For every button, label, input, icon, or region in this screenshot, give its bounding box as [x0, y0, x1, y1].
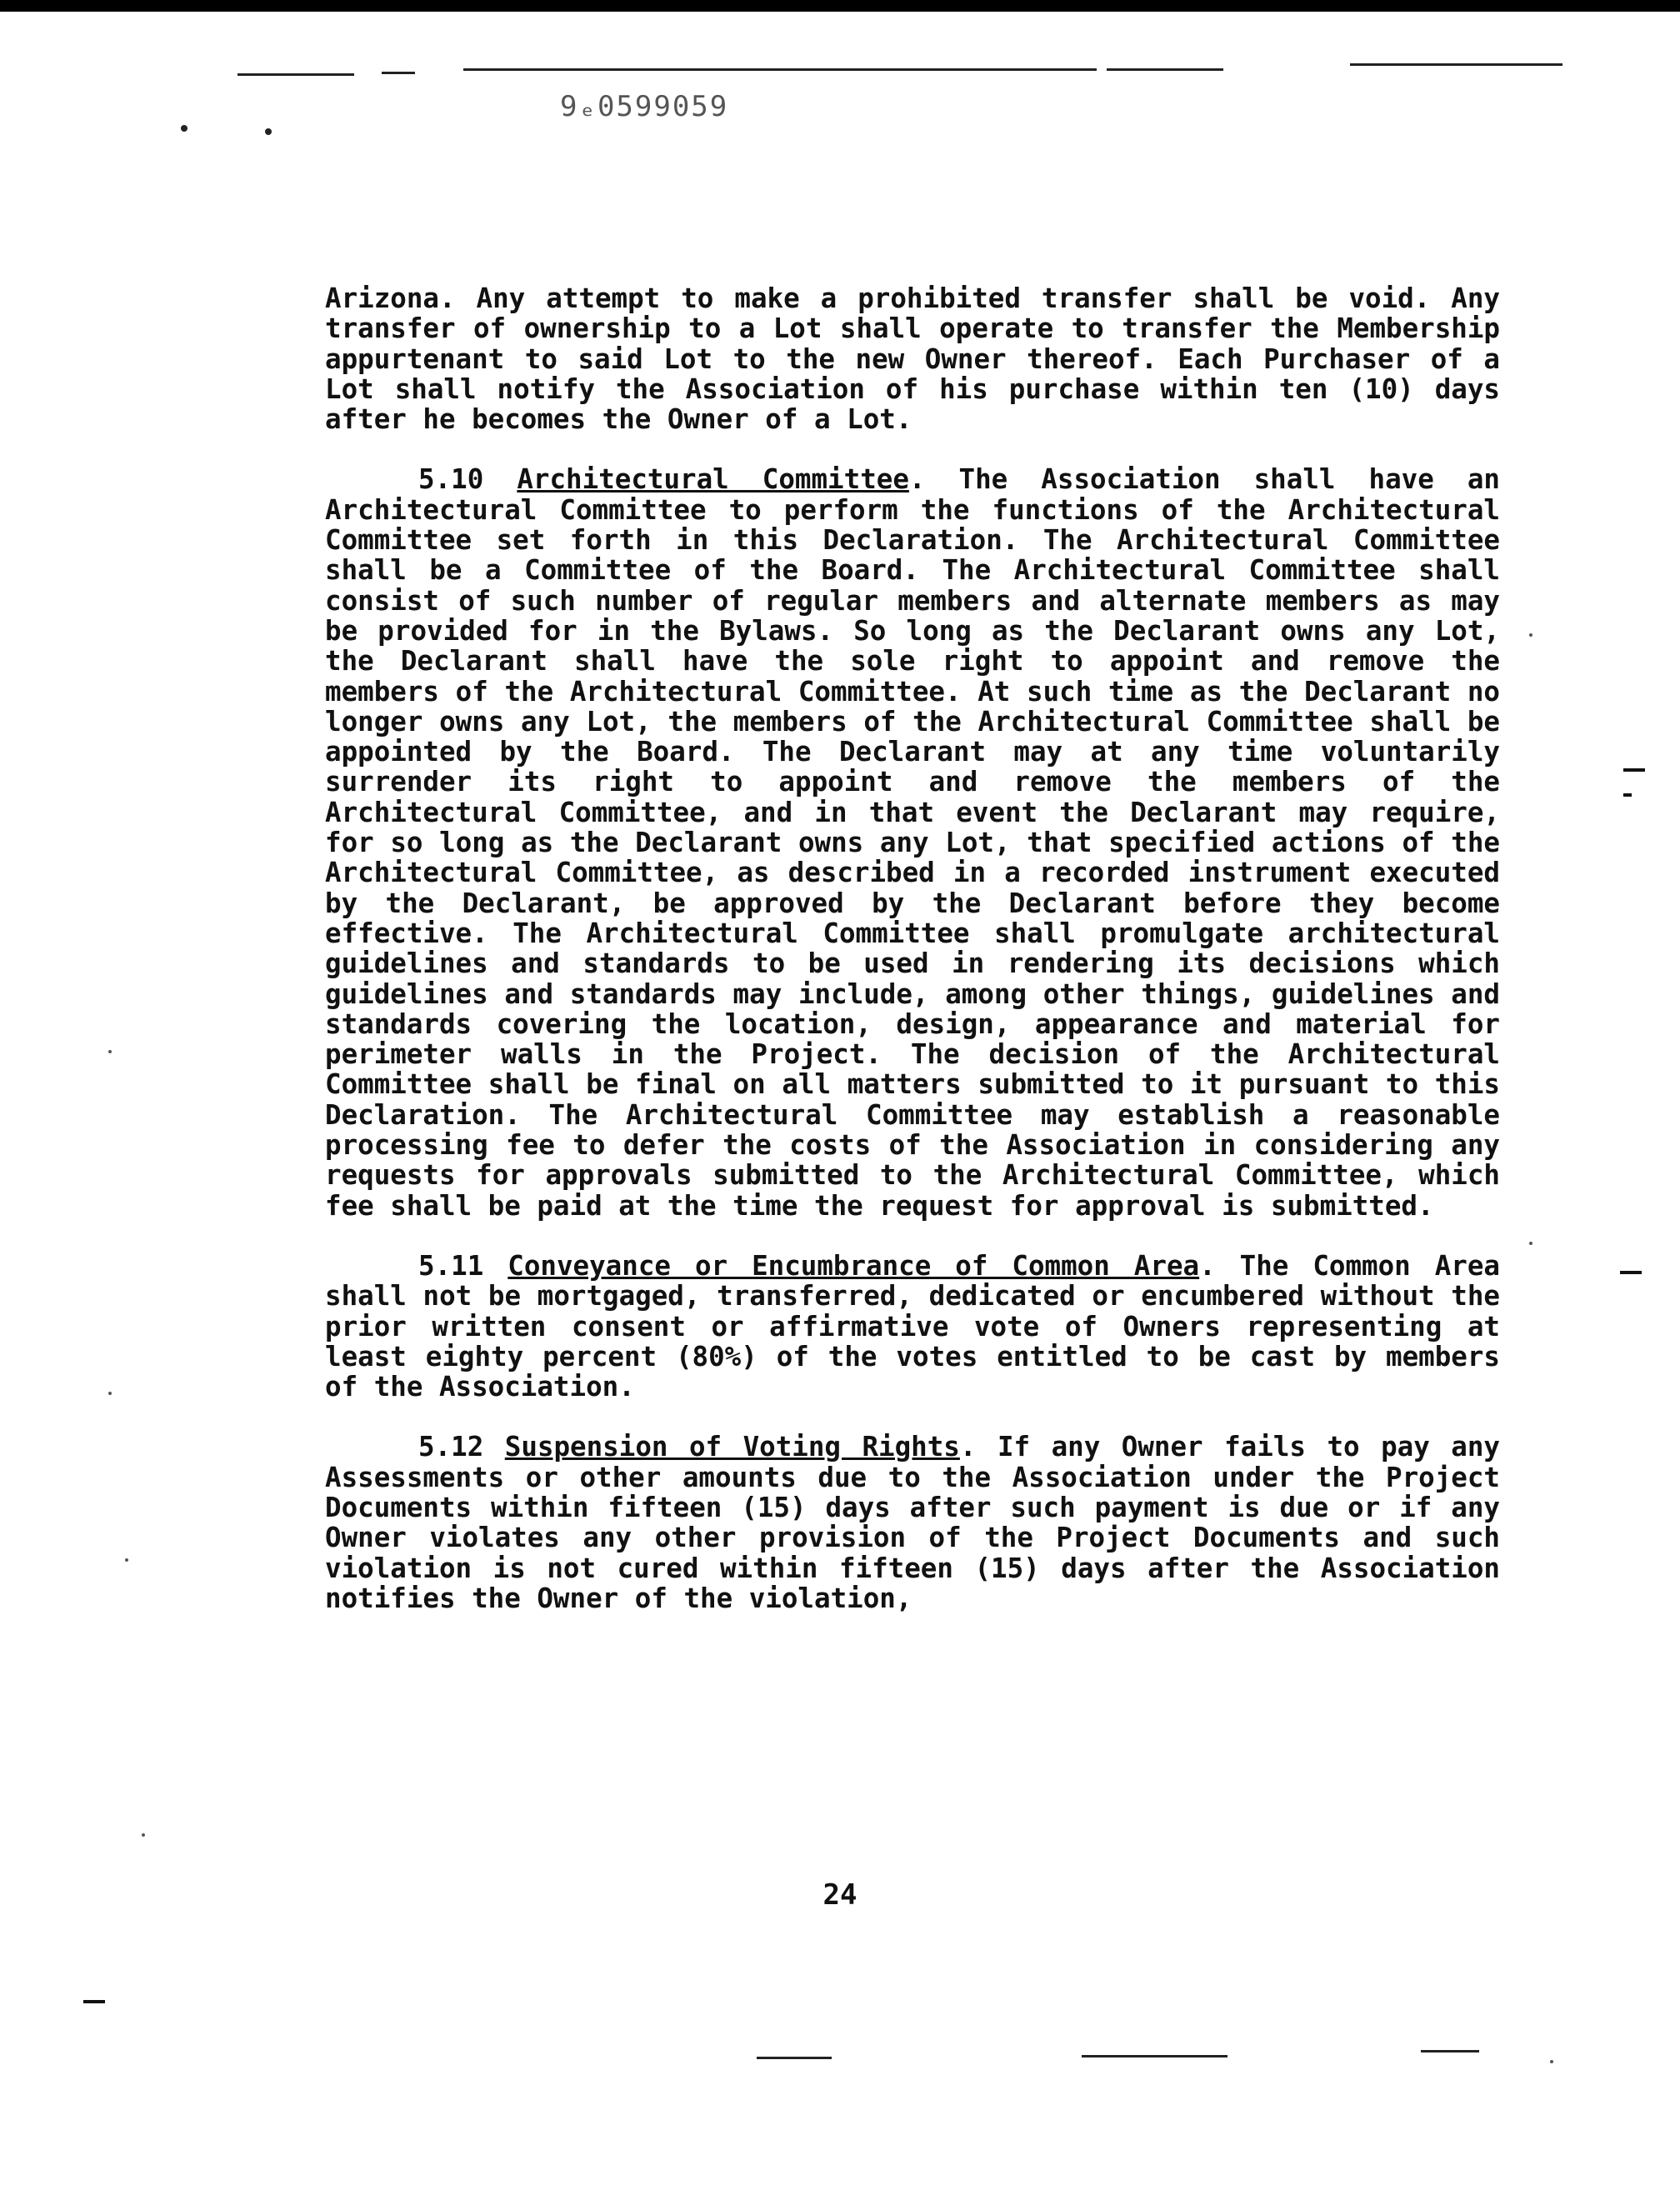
scan-speck: [108, 1050, 112, 1053]
scan-artifact-line: [1082, 2055, 1228, 2058]
scan-speck: [125, 1558, 128, 1562]
document-number: 9ₑ0599059: [560, 90, 729, 123]
section-number: 5.10: [418, 463, 484, 496]
section-body: . The Association shall have an Architectural Committee to perform the functions of the Architectural Committee set forth in this Declaration. The Architectural Committee shall be a Committee of the Board. The Architectural Committee shall consist of such number of regular members and alternate members as may be provided for in the Bylaws. So long as the Declarant owns any Lot, the Declarant shall have the sole right to appoint and remove the members of the Architectural Committee. At such time as the Declarant no longer owns any Lot, the members of the Architectural Committee shall be appointed by the Board. The Declarant may at any time voluntarily surrender its right to appoint and remove the members of the Architectural Committee, and in that event the Declarant may require, for so long as the Declarant owns any Lot, that specified actions of the Architectural Committee, as described in a recorded instrument executed by the Declarant, be approved by the Declarant before they become effective. The Architectural Committee shall promulgate architectural guidelines and standards to be used in rendering its decisions which guidelines and standards may include, among other things, guidelines and standards covering the location, design, appearance and material for perimeter walls in the Project. The decision of the Architectural Committee shall be final on all matters submitted to it pursuant to this Declaration. The Architectural Committee may establish a reasonable processing fee to defer the costs of the Association in considering any requests for approvals submitted to the Architectural Committee, which fee shall be paid at the time the request for approval is submitted.: [325, 463, 1500, 1222]
section-5-10: [325, 464, 1500, 1220]
scan-speck: [108, 1392, 112, 1395]
section-body: . The Common Area shall not be mortgaged, transferred, dedicated or encumbered without the prior written consent or affirmative vote of Owners representing at least eighty percent (80%) of the votes entitled to be cast by members of the Association.: [325, 1249, 1500, 1403]
section-heading: Conveyance or Encumbrance of Common Area: [508, 1249, 1200, 1282]
scan-artifact-line: [463, 68, 1097, 71]
page-body: [325, 283, 1500, 1613]
scan-artifact-mark: [83, 2000, 105, 2003]
section-number: 5.11: [418, 1249, 484, 1282]
scan-artifact-dot: [265, 128, 272, 135]
section-number: 5.12: [418, 1431, 484, 1463]
scan-speck: [1529, 1242, 1532, 1245]
scan-artifact-dot: [181, 125, 188, 132]
section-body: . If any Owner fails to pay any Assessments or other amounts due to the Association under the Project Documents within fifteen (15) days after such payment is due or if any Owner violates any other provision of the Project Documents and such violation is not cured within fifteen (15) days after the Association notifies the Owner of the violation,: [325, 1431, 1500, 1614]
scan-artifact-line: [757, 2057, 832, 2059]
scan-speck: [1550, 2060, 1553, 2063]
section-heading: Suspension of Voting Rights: [504, 1431, 960, 1463]
scan-artifact-line: [1107, 68, 1223, 71]
opening-paragraph: Arizona. Any attempt to make a prohibited transfer shall be void. Any transfer of ownership to a Lot shall operate to transfer the Membership appurtenant to said Lot to the new Owner thereof. Each Purchaser of a Lot shall notify the Association of his purchase within ten (10) days after he becomes the Owner of a Lot.: [325, 282, 1500, 436]
scan-artifact-mark: [1620, 1271, 1642, 1274]
scan-top-border: [0, 0, 1680, 12]
scan-speck: [1529, 633, 1532, 637]
page-number: 24: [822, 1878, 858, 1912]
section-5-12: [325, 1432, 1500, 1613]
section-heading: Architectural Committee: [517, 463, 909, 496]
scan-artifact-mark: [1623, 793, 1632, 797]
scan-artifact-line: [382, 72, 415, 74]
scan-artifact-line: [1421, 2050, 1479, 2052]
section-5-11: [325, 1251, 1500, 1402]
scan-artifact-mark: [1623, 768, 1645, 772]
scan-artifact-line: [238, 73, 354, 76]
scan-artifact-line: [1350, 63, 1562, 66]
scan-speck: [142, 1833, 145, 1837]
